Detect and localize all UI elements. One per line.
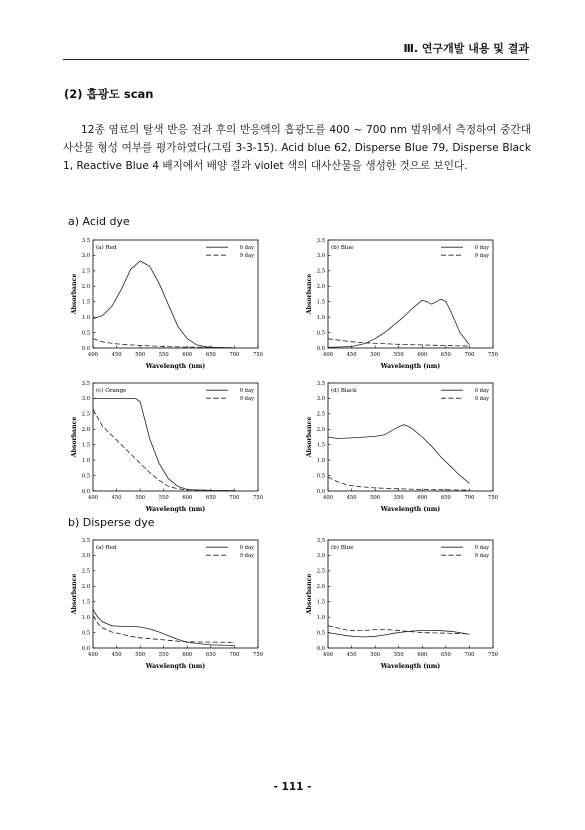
y-tick-label: 1.5 (81, 442, 90, 449)
x-tick-label: 400 (88, 495, 98, 501)
x-tick-label: 700 (464, 495, 475, 501)
y-tick-label: 0.0 (316, 645, 325, 652)
y-tick-label: 0.5 (81, 473, 90, 480)
x-tick-label: 750 (253, 352, 263, 358)
x-tick-label: 550 (158, 495, 169, 501)
x-tick-label: 700 (464, 652, 475, 658)
series-line (328, 425, 469, 484)
plot-frame (93, 240, 258, 348)
y-tick-label: 1.5 (81, 599, 90, 606)
series-line (93, 409, 234, 491)
series-line (93, 339, 234, 348)
y-tick-label: 0.0 (81, 345, 90, 352)
chart-disperse-red-svg (66, 536, 266, 676)
chart-acid-black-svg (301, 379, 501, 519)
legend-label: 0 day (239, 545, 254, 551)
y-tick-label: 3.0 (316, 396, 325, 403)
x-tick-label: 500 (370, 352, 381, 358)
running-header: Ⅲ. 연구개발 내용 및 결과 (403, 42, 529, 55)
x-tick-label: 450 (111, 352, 122, 358)
x-tick-label: 750 (488, 495, 498, 501)
series-line (93, 398, 234, 490)
x-tick-label: 450 (346, 352, 357, 358)
y-tick-label: 0.0 (81, 488, 90, 495)
chart-disperse-blue (301, 536, 501, 676)
x-axis-label: Wavelength (nm) (145, 363, 206, 370)
x-tick-label: 650 (440, 352, 451, 358)
x-tick-label: 650 (440, 652, 451, 658)
x-tick-label: 750 (253, 495, 263, 501)
x-tick-label: 450 (346, 495, 357, 501)
chart-acid-orange-svg (66, 379, 266, 519)
header-rule (63, 59, 529, 60)
y-tick-label: 3.5 (316, 537, 325, 544)
y-axis-label: Absorbance (71, 416, 78, 458)
chart-acid-red-svg (66, 236, 266, 376)
y-tick-label: 1.0 (81, 457, 90, 464)
x-tick-label: 550 (393, 352, 404, 358)
plot-frame (328, 240, 493, 348)
chart-title: (a) Red (96, 245, 117, 251)
x-tick-label: 650 (440, 495, 451, 501)
y-tick-label: 0.0 (316, 345, 325, 352)
y-tick-label: 3.0 (316, 253, 325, 260)
plot-frame (93, 540, 258, 648)
y-tick-label: 3.0 (81, 253, 90, 260)
legend-label: 9 day (474, 253, 489, 259)
body-paragraph: 12종 염료의 탈색 반응 전과 후의 반응액의 흡광도를 400 ~ 700 nm 범위에서 측정하여 중간대사산물 형성 여부를 평가하였다(그림 3-3-15). Acid blue 62, Disperse Blue 79, Disperse Black 1, Reactive Blue 4 배지에서 배양 결과 violet 색의 대사산물을 생성한 것으로 보인다. (63, 124, 531, 172)
y-tick-label: 0.5 (81, 330, 90, 337)
y-tick-label: 2.0 (316, 584, 325, 591)
x-tick-label: 650 (205, 652, 216, 658)
legend-label: 0 day (474, 545, 489, 551)
y-tick-label: 3.5 (316, 237, 325, 244)
legend-label: 0 day (474, 245, 489, 251)
x-tick-label: 500 (135, 652, 146, 658)
chart-acid-red (66, 236, 266, 376)
chart-acid-orange (66, 379, 266, 519)
x-tick-label: 400 (323, 652, 333, 658)
y-tick-label: 2.5 (316, 568, 325, 575)
legend-label: 0 day (239, 245, 254, 251)
x-tick-label: 600 (417, 495, 428, 501)
x-tick-label: 500 (370, 652, 381, 658)
y-tick-label: 3.5 (81, 537, 90, 544)
y-tick-label: 2.0 (81, 584, 90, 591)
x-tick-label: 550 (393, 652, 404, 658)
y-tick-label: 1.0 (316, 457, 325, 464)
plot-frame (328, 383, 493, 491)
x-tick-label: 600 (417, 652, 428, 658)
x-tick-label: 750 (488, 352, 498, 358)
y-tick-label: 3.5 (316, 380, 325, 387)
x-tick-label: 500 (370, 495, 381, 501)
y-tick-label: 1.0 (316, 314, 325, 321)
x-tick-label: 700 (464, 352, 475, 358)
y-tick-label: 1.0 (81, 614, 90, 621)
legend-label: 9 day (474, 396, 489, 402)
y-tick-label: 2.5 (316, 411, 325, 418)
y-tick-label: 2.0 (316, 427, 325, 434)
y-axis-label: Absorbance (306, 573, 313, 615)
chart-disperse-red (66, 536, 266, 676)
x-tick-label: 450 (111, 495, 122, 501)
y-tick-label: 3.0 (81, 553, 90, 560)
chart-acid-black (301, 379, 501, 519)
y-tick-label: 3.5 (81, 380, 90, 387)
y-tick-label: 0.0 (316, 488, 325, 495)
page-number: - 111 - (273, 781, 312, 793)
y-tick-label: 3.0 (81, 396, 90, 403)
y-tick-label: 0.5 (316, 630, 325, 637)
y-tick-label: 1.5 (316, 299, 325, 306)
group-label-acid-dye: a) Acid dye (68, 215, 130, 228)
y-tick-label: 0.0 (81, 645, 90, 652)
y-tick-label: 2.5 (316, 268, 325, 275)
y-tick-label: 3.5 (81, 237, 90, 244)
section-title: (2) 흡광도 scan (64, 87, 154, 101)
y-tick-label: 1.5 (316, 599, 325, 606)
chart-acid-blue-svg (301, 236, 501, 376)
y-axis-label: Absorbance (71, 273, 78, 315)
y-tick-label: 3.0 (316, 553, 325, 560)
y-tick-label: 2.0 (81, 427, 90, 434)
x-tick-label: 550 (158, 352, 169, 358)
x-tick-label: 650 (205, 352, 216, 358)
x-tick-label: 750 (253, 652, 263, 658)
chart-disperse-blue-svg (301, 536, 501, 676)
chart-title: (d) Black (331, 388, 357, 394)
y-tick-label: 0.5 (81, 630, 90, 637)
x-tick-label: 500 (135, 352, 146, 358)
chart-title: (a) Red (96, 545, 117, 551)
x-tick-label: 400 (323, 352, 333, 358)
x-tick-label: 700 (229, 352, 240, 358)
x-tick-label: 450 (111, 652, 122, 658)
y-tick-label: 2.5 (81, 268, 90, 275)
legend-label: 9 day (239, 253, 254, 259)
y-tick-label: 1.5 (81, 299, 90, 306)
legend-label: 0 day (239, 388, 254, 394)
chart-acid-blue (301, 236, 501, 376)
y-tick-label: 0.5 (316, 473, 325, 480)
y-tick-label: 2.0 (316, 284, 325, 291)
x-tick-label: 700 (229, 652, 240, 658)
chart-title: (c) Orange (96, 388, 127, 394)
plot-frame (93, 383, 258, 491)
x-tick-label: 400 (323, 495, 333, 501)
y-axis-label: Absorbance (306, 273, 313, 315)
x-tick-label: 500 (135, 495, 146, 501)
y-tick-label: 2.5 (81, 411, 90, 418)
series-line (328, 477, 469, 490)
x-tick-label: 400 (88, 652, 98, 658)
x-tick-label: 400 (88, 352, 98, 358)
series-line (93, 616, 234, 643)
x-tick-label: 750 (488, 652, 498, 658)
x-tick-label: 550 (158, 652, 169, 658)
series-line (93, 261, 234, 348)
x-axis-label: Wavelength (nm) (380, 506, 441, 513)
y-tick-label: 1.0 (81, 314, 90, 321)
chart-title: (b) Blue (331, 245, 354, 251)
x-axis-label: Wavelength (nm) (380, 363, 441, 370)
x-tick-label: 600 (182, 652, 193, 658)
x-tick-label: 600 (182, 352, 193, 358)
y-tick-label: 1.5 (316, 442, 325, 449)
x-tick-label: 700 (229, 495, 240, 501)
series-line (328, 299, 469, 347)
series-line (328, 339, 469, 346)
x-tick-label: 600 (182, 495, 193, 501)
legend-label: 0 day (474, 388, 489, 394)
x-tick-label: 650 (205, 495, 216, 501)
y-axis-label: Absorbance (71, 573, 78, 615)
x-axis-label: Wavelength (nm) (145, 663, 206, 670)
x-tick-label: 550 (393, 495, 404, 501)
legend-label: 9 day (474, 553, 489, 559)
y-tick-label: 2.0 (81, 284, 90, 291)
legend-label: 9 day (239, 396, 254, 402)
y-tick-label: 0.5 (316, 330, 325, 337)
x-axis-label: Wavelength (nm) (380, 663, 441, 670)
x-axis-label: Wavelength (nm) (145, 506, 206, 513)
group-label-disperse-dye: b) Disperse dye (68, 516, 155, 529)
y-axis-label: Absorbance (306, 416, 313, 458)
x-tick-label: 600 (417, 352, 428, 358)
legend-label: 9 day (239, 553, 254, 559)
x-tick-label: 450 (346, 652, 357, 658)
y-tick-label: 2.5 (81, 568, 90, 575)
y-tick-label: 1.0 (316, 614, 325, 621)
chart-title: (b) Blue (331, 545, 354, 551)
